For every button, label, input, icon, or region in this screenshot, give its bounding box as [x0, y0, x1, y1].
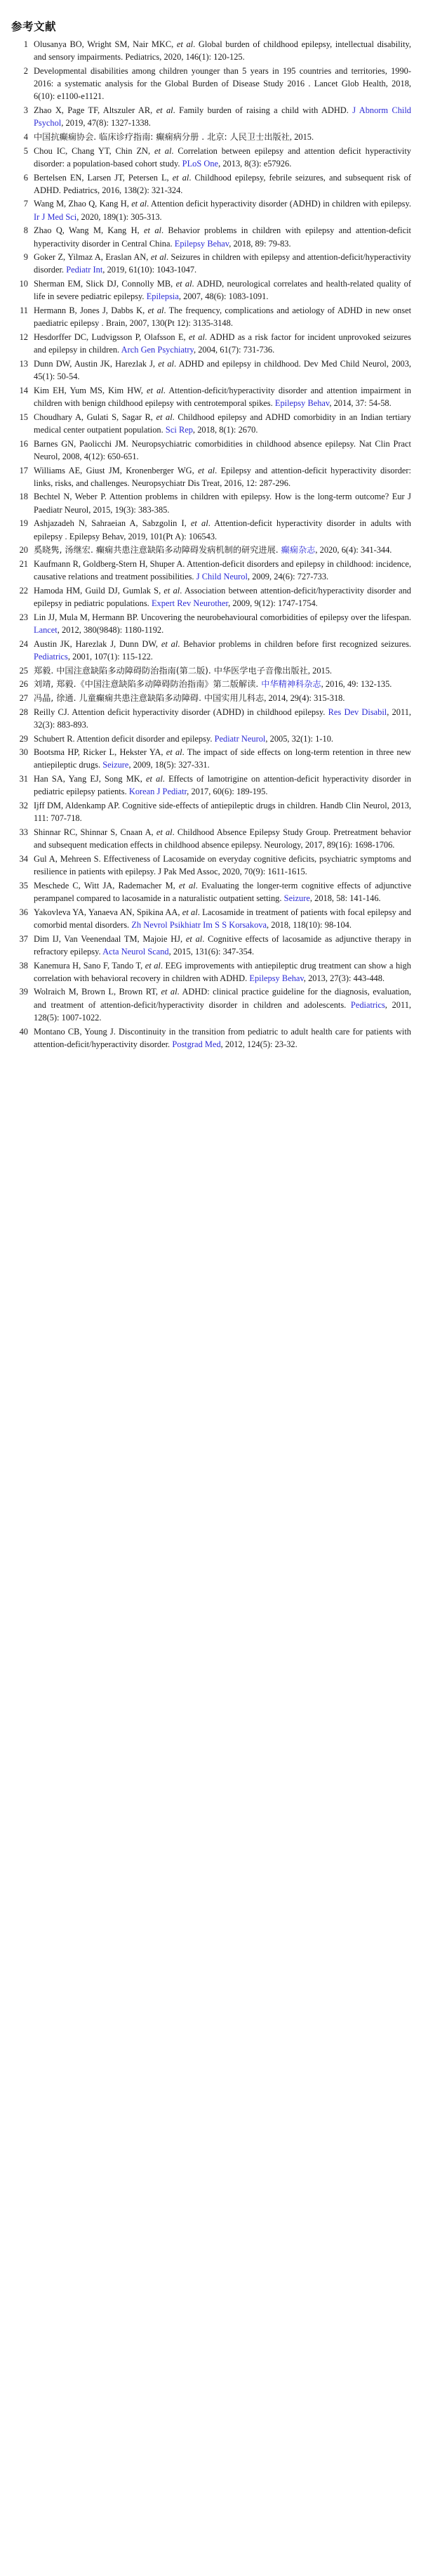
journal-link[interactable]: Zh Nevrol Psikhiatr Im S S Korsakova: [131, 919, 267, 930]
et-al-italic: et al: [161, 987, 178, 997]
reference-text: [34, 1025, 411, 1051]
reference-number: 8: [23, 225, 28, 236]
reference-text-segment: , 2014, 37: 54-58.: [329, 397, 392, 408]
reference-item: [10, 558, 411, 583]
reference-item: [10, 611, 411, 636]
reference-text-segment: Meschede C, Witt JA, Rademacher M,: [34, 880, 179, 891]
et-al-italic: et al: [156, 105, 173, 116]
reference-text-segment: . Lacosamide in treatment of patients with focal epilepsy and comorbid mental disorders.: [34, 907, 411, 930]
reference-number: 22: [19, 585, 28, 596]
reference-text: [34, 959, 411, 985]
reference-number: 18: [19, 492, 28, 502]
reference-number: 11: [20, 305, 28, 316]
reference-text-segment: Montano CB, Young J. Discontinuity in the transition from pediatric to adult health care for patients with attention-deficit/hyperactivity disorder.: [34, 1026, 411, 1049]
reference-text-segment: Ashjazadeh N, Sahraeian A, Sabzgolin I,: [34, 518, 191, 529]
reference-text-segment: . Childhood epilepsy and ADHD comorbidity in an Indian tertiary medical center outpatient population.: [34, 412, 411, 435]
et-al-italic: et al: [131, 199, 147, 209]
reference-text-segment: Developmental disabilities among children younger than 5 years in 195 countries and territories, 1990-2016: a systematic analysis for the Global Burden of Disease Study 2016 . Lancet Glob Health, 2018, 6(10): e1100-e1121.: [34, 65, 411, 102]
journal-link[interactable]: Ir J Med Sci: [34, 211, 77, 222]
reference-text: [34, 38, 411, 63]
reference-text-segment: , 2009, 9(12): 1747-1754.: [228, 598, 318, 609]
journal-link[interactable]: J Child Neurol: [196, 572, 248, 582]
journal-link[interactable]: Pediatr Int: [66, 265, 103, 275]
reference-item: [10, 38, 411, 63]
reference-text: [34, 906, 411, 931]
reference-number: 17: [19, 465, 28, 475]
reference-item: [10, 304, 411, 329]
reference-text-segment: . Behavior problems in children before first recognized seizures.: [178, 638, 411, 649]
reference-text-segment: . Attention deficit hyperactivity disorder (ADHD) in children with epilepsy.: [147, 199, 411, 209]
reference-text-segment: . Effects of lamotrigine on attention-deficit hyperactivity disorder in pediatric epilepsy patients.: [34, 774, 411, 797]
reference-number: 25: [19, 665, 28, 676]
reference-item: [10, 773, 411, 798]
reference-number: 39: [19, 987, 28, 997]
reference-text-segment: Williams AE, Giust JM, Kronenberger WG,: [34, 465, 199, 475]
reference-text-segment: . Family burden of raising a child with ADHD.: [173, 105, 353, 116]
reference-text-segment: . Attention-deficit hyperactivity disorder in adults with epilepsy . Epilepsy Behav, 2019, 101(Pt A): 106543.: [34, 518, 411, 541]
reference-text: [34, 145, 411, 170]
reference-text-segment: , 2013, 27(3): 443-448.: [303, 973, 385, 983]
reference-text-segment: Hamoda HM, Guild DJ, Gumlak S,: [34, 585, 164, 596]
reference-item: [10, 1025, 411, 1051]
reference-text-segment: , 2020, 189(1): 305-313.: [76, 211, 162, 222]
reference-item: [10, 490, 411, 515]
reference-item: [10, 584, 411, 610]
reference-text-segment: , 2012, 380(9848): 1180-1192.: [57, 624, 164, 635]
reference-text-cjk: 郑毅. 中国注意缺陷多动障碍防治指南(第二版). 中华医学电子音像出版社: [34, 665, 308, 676]
reference-item: [10, 678, 411, 690]
reference-text-segment: . Correlation between epilepsy and attention deficit hyperactivity disorder: a population-based cohort study.: [34, 145, 411, 169]
reference-number: 35: [19, 880, 28, 891]
reference-text-segment: . Evaluating the longer-term cognitive effects of adjunctive perampanel compared to lacosamide in a naturalistic outpatient setting.: [34, 880, 411, 903]
reference-number: 36: [19, 907, 28, 917]
et-al-italic: et al: [156, 412, 173, 422]
reference-text-segment: , 2004, 61(7): 731-736.: [193, 345, 275, 355]
reference-text-segment: , 2018, 58: 141-146.: [309, 893, 381, 903]
reference-number: 31: [19, 774, 28, 784]
reference-number: 5: [23, 145, 28, 156]
reference-number: 13: [19, 358, 28, 369]
journal-link[interactable]: Epilepsy Behav: [249, 973, 304, 983]
reference-text-segment: , 2017, 60(6): 189-195.: [187, 787, 268, 797]
reference-text-segment: . Childhood epilepsy, febrile seizures, and subsequent risk of ADHD. Pediatrics, 2016, 138(2): 321-324.: [34, 172, 412, 195]
reference-text-segment: , 2015.: [289, 131, 314, 142]
reference-number: 15: [19, 412, 28, 422]
reference-text-segment: . EEG improvements with antiepileptic drug treatment can show a high correlation with behavioral recovery in children with ADHD.: [34, 960, 411, 983]
reference-text-cjk: 刘靖, 郑毅.《中国注意缺陷多动障碍防治指南》第二版解读.: [34, 679, 262, 690]
reference-number: 20: [19, 545, 28, 556]
reference-item: [10, 544, 411, 556]
journal-link[interactable]: Epilepsia: [146, 291, 179, 302]
reference-text-segment: . The frequency, complications and aetiology of ADHD in new onset paediatric epilepsy . Brain, 2007, 130(Pt 12): 3135-3148.: [34, 305, 412, 329]
reference-text: [34, 638, 411, 663]
reference-text-segment: Han SA, Yang EJ, Song MK,: [34, 774, 146, 784]
journal-link[interactable]: Sci Rep: [165, 424, 193, 435]
et-al-italic: et al: [163, 585, 180, 596]
reference-text-segment: Olusanya BO, Wright SM, Nair MKC,: [34, 39, 177, 49]
reference-text: [34, 706, 411, 731]
reference-number: 23: [19, 612, 28, 622]
reference-number: 9: [23, 252, 28, 263]
reference-number: 33: [19, 827, 28, 837]
reference-text-segment: Hesdorffer DC, Ludvigsson P, Olafsson E,: [34, 331, 189, 342]
reference-text-segment: . Childhood Absence Epilepsy Study Group. Pretreatment behavior and subsequent medication effects in childhood absence epilepsy. Neurology, 2017, 89(16): 1698-1706.: [34, 827, 411, 850]
reference-text: [34, 692, 411, 704]
reference-text-segment: , 2015, 131(6): 347-354.: [168, 946, 255, 957]
journal-link[interactable]: Expert Rev Neurother: [151, 598, 229, 609]
reference-text-segment: , 2009, 18(5): 327-331.: [128, 760, 210, 770]
reference-text-segment: Austin JK, Harezlak J, Dunn DW,: [34, 638, 161, 649]
reference-item: [10, 799, 411, 824]
reference-number: 16: [19, 438, 28, 449]
reference-item: [10, 197, 411, 223]
reference-text-segment: Bertelsen EN, Larsen JT, Petersen L,: [34, 172, 173, 183]
et-al-italic: et al: [147, 305, 164, 316]
reference-text-segment: . Behavior problems in children with epilepsy and attention-deficit hyperactivity disorder in Central China.: [34, 225, 411, 249]
journal-link[interactable]: Lancet: [34, 624, 58, 635]
journal-link[interactable]: Epilepsy Behav: [274, 397, 330, 408]
reference-text-segment: Zhao X, Page TF, Altszuler AR,: [34, 105, 156, 116]
et-al-italic: et al: [185, 933, 203, 944]
reference-item: [10, 438, 411, 463]
journal-link[interactable]: Pediatr Neurol: [214, 733, 266, 744]
reference-text-segment: Chou IC, Chang YT, Chin ZN,: [34, 145, 154, 156]
reference-text: [34, 517, 411, 542]
reference-number: 38: [19, 960, 28, 971]
reference-text-segment: , 2012, 124(5): 23-32.: [220, 1039, 298, 1049]
reference-text: [34, 438, 411, 463]
reference-text-segment: , 2015.: [307, 665, 333, 676]
reference-item: [10, 853, 411, 878]
reference-text: [34, 304, 411, 329]
reference-text-segment: , 2018, 8(1): 2670.: [192, 424, 258, 435]
journal-link[interactable]: Res Dev Disabil: [328, 707, 387, 717]
reference-text-segment: . Cognitive effects of lacosamide as adjunctive therapy in refractory epilepsy.: [34, 933, 411, 957]
et-al-italic: et al: [144, 225, 161, 236]
reference-text: [34, 664, 411, 677]
reference-item: [10, 171, 411, 197]
et-al-italic: et al: [158, 358, 175, 369]
et-al-italic: et al: [161, 638, 178, 649]
reference-text-segment: Choudhary A, Gulati S, Sagar R,: [34, 412, 156, 422]
journal-link[interactable]: 癫痫杂志: [281, 545, 316, 556]
reference-text-segment: Bootsma HP, Ricker L, Hekster YA,: [34, 747, 166, 758]
reference-item: [10, 879, 411, 905]
reference-text-cjk: 奚晓隽, 汤继宏. 癫痫共患注意缺陷多动障碍发病机制的研究进展.: [34, 545, 281, 556]
reference-text: [34, 331, 411, 356]
reference-text-segment: Shinnar RC, Shinnar S, Cnaan A,: [34, 827, 156, 837]
reference-text-segment: Yakovleva YA, Yanaeva AN, Spikina AA,: [34, 907, 182, 917]
reference-text-segment: Lin JJ, Mula M, Hermann BP. Uncovering the neurobehavioural comorbidities of epilepsy over the lifespan.: [34, 612, 411, 622]
reference-text: [34, 411, 411, 436]
reference-text: [34, 131, 411, 143]
et-al-italic: et al: [198, 465, 215, 475]
journal-link[interactable]: Korean J Pediatr: [128, 787, 187, 797]
journal-link[interactable]: Arch Gen Psychiatry: [121, 345, 194, 355]
reference-text-segment: . ADHD, neurological correlates and health-related quality of life in severe pediatric epilepsy.: [34, 279, 412, 302]
et-al-italic: et al: [182, 907, 198, 917]
reference-text-segment: Zhao Q, Wang M, Kang H,: [34, 225, 145, 236]
reference-text-cjk: 冯晶, 徐通. 儿童癫痫共患注意缺陷多动障碍. 中国实用儿科志: [34, 692, 265, 703]
reference-text-segment: Kaufmann R, Goldberg-Stern H, Shuper A. Attention-deficit disorders and epilepsy in childhood: incidence, causative relations and treatment possibilities.: [34, 558, 411, 582]
reference-text: [34, 384, 411, 409]
et-al-italic: et al: [154, 145, 172, 156]
reference-item: [10, 384, 411, 409]
reference-text-segment: , 2011, 128(5): 1007-1022.: [34, 999, 411, 1023]
reference-item: [10, 746, 411, 771]
et-al-italic: et al: [190, 518, 208, 529]
reference-text: [34, 558, 411, 583]
reference-text-segment: Bechtel N, Weber P. Attention problems in children with epilepsy. How is the long-term outcome? Eur J Paediatr Neurol, 2015, 19(3): 383-385.: [34, 492, 411, 515]
reference-text: [34, 197, 411, 223]
reference-item: [10, 131, 411, 143]
reference-number: 1: [23, 39, 28, 49]
reference-text-segment: Hermann B, Jones J, Dabbs K,: [34, 305, 148, 316]
et-al-italic: et al: [150, 252, 166, 263]
reference-text: [34, 985, 411, 1024]
reference-item: [10, 104, 411, 129]
reference-item: [10, 706, 411, 731]
et-al-italic: et al: [176, 39, 194, 49]
reference-number: 4: [23, 131, 28, 142]
reference-text-segment: Kim EH, Yum MS, Kim HW,: [34, 385, 147, 395]
reference-text-segment: . Seizures in children with epilepsy and attention-deficit/hyperactivity disorder.: [34, 252, 411, 275]
journal-link[interactable]: Seizure: [283, 893, 310, 903]
reference-text-segment: . ADHD as a risk factor for incident unprovoked seizures and epilepsy in children.: [34, 331, 411, 355]
et-al-italic: et al: [156, 827, 173, 837]
reference-text-segment: , 2013, 8(3): e57926.: [218, 158, 292, 169]
reference-text: [34, 464, 411, 489]
reference-text-segment: Goker Z, Yilmaz A, Eraslan AN,: [34, 252, 151, 263]
reference-text: [34, 746, 411, 771]
reference-number: 12: [19, 331, 28, 342]
reference-text-segment: , 2005, 32(1): 1-10.: [265, 733, 334, 744]
reference-text-segment: , 2001, 107(1): 115-122.: [67, 651, 153, 662]
reference-item: [10, 331, 411, 356]
journal-link[interactable]: Seizure: [102, 760, 129, 770]
reference-text: [34, 678, 411, 690]
reference-number: 7: [23, 199, 28, 209]
reference-number: 3: [23, 105, 28, 116]
journal-link[interactable]: PLoS One: [182, 158, 219, 169]
journal-link[interactable]: Postgrad Med: [172, 1039, 221, 1049]
reference-text-segment: , 2014, 29(4): 315-318.: [264, 692, 345, 703]
reference-number: 19: [19, 518, 28, 529]
reference-list: [10, 38, 411, 1051]
journal-link[interactable]: Pediatrics: [34, 651, 68, 662]
reference-text-segment: . Attention-deficit/hyperactivity disorder and attention impairment in children with benign childhood epilepsy with centrotemporal spikes.: [34, 385, 411, 408]
reference-item: [10, 464, 411, 489]
page-title: 参考文献: [11, 20, 57, 33]
reference-text: [34, 826, 411, 851]
reference-page: [0, 0, 421, 1058]
reference-text-segment: . Global burden of childhood epilepsy, intellectual disability, and sensory impairments. Pediatrics, 2020, 146(1): 120-125.: [34, 39, 411, 63]
reference-number: 34: [19, 853, 28, 864]
et-al-italic: et al: [172, 172, 189, 183]
reference-text: [34, 773, 411, 798]
reference-item: [10, 732, 411, 745]
reference-item: [10, 933, 411, 958]
reference-number: 28: [19, 707, 28, 717]
reference-number: 40: [19, 1026, 28, 1037]
reference-text-segment: , 2007, 48(6): 1083-1091.: [178, 291, 269, 302]
reference-item: [10, 906, 411, 931]
reference-text-segment: Gul A, Mehreen S. Effectiveness of Lacosamide on everyday cognitive deficits, psychiatric symptoms and resilience in patients with epilepsy. J Pak Med Assoc, 2020, 70(9): 1611-1615.: [34, 853, 411, 877]
reference-text: [34, 544, 411, 556]
reference-item: [10, 692, 411, 704]
reference-item: [10, 664, 411, 677]
reference-number: 6: [23, 172, 28, 183]
et-al-italic: et al: [188, 331, 205, 342]
reference-text-segment: , 2009, 24(6): 727-733.: [247, 572, 329, 582]
reference-item: [10, 826, 411, 851]
reference-text-segment: Ijff DM, Aldenkamp AP. Cognitive side-effects of antiepileptic drugs in children. Handb Clin Neurol, 2013, 111: 707-718.: [34, 801, 411, 824]
reference-item: [10, 224, 411, 249]
reference-text: [34, 251, 411, 276]
reference-text: [34, 171, 411, 197]
reference-item: [10, 145, 411, 170]
reference-text: [34, 879, 411, 905]
reference-text: [34, 277, 411, 303]
reference-item: [10, 411, 411, 436]
reference-text-segment: Wolraich M, Brown L, Brown RT,: [34, 987, 161, 997]
reference-text-segment: . ADHD: clinical practice guideline for the diagnosis, evaluation, and treatment of attention-deficit/hyperactivity disorder in children and adolescents.: [34, 987, 411, 1010]
reference-item: [10, 638, 411, 663]
reference-text-segment: . ADHD and epilepsy in childhood. Dev Med Child Neurol, 2003, 45(1): 50-54.: [34, 358, 412, 382]
reference-text: [34, 490, 411, 515]
reference-text-segment: , 2019, 47(8): 1327-1338.: [61, 118, 151, 129]
reference-item: [10, 251, 411, 276]
reference-text: [34, 611, 411, 636]
reference-text-segment: , 2011, 32(3): 883-893.: [34, 707, 411, 730]
et-al-italic: et al: [145, 960, 161, 971]
reference-text-segment: Reilly CJ. Attention deficit hyperactivity disorder (ADHD) in childhood epilepsy.: [34, 707, 328, 717]
reference-text: [34, 65, 411, 103]
reference-text-segment: . The impact of side effects on long-term retention in three new antiepileptic drugs.: [34, 747, 411, 770]
reference-item: [10, 357, 411, 383]
reference-item: [10, 277, 411, 303]
reference-text-segment: Barnes GN, Paolicchi JM. Neuropsychiatric comorbidities in childhood absence epilepsy. Nat Clin Pract Neurol, 2008, 4(12): 650-651.: [34, 438, 411, 461]
reference-text: [34, 224, 411, 249]
reference-number: 14: [19, 385, 28, 395]
reference-item: [10, 517, 411, 542]
reference-text-segment: , 2019, 61(10): 1043-1047.: [102, 265, 197, 275]
reference-text: [34, 853, 411, 878]
reference-text-segment: Dunn DW, Austin JK, Harezlak J,: [34, 358, 159, 369]
reference-text-segment: . Association between attention-deficit/hyperactivity disorder and epilepsy in pediatric populations.: [34, 585, 411, 609]
reference-number: 2: [23, 65, 28, 76]
journal-link[interactable]: J Abnorm Child Psychol: [34, 105, 411, 129]
reference-text: [34, 584, 411, 610]
reference-item: [10, 985, 411, 1024]
journal-link[interactable]: Acta Neurol Scand: [102, 946, 169, 957]
reference-number: 37: [19, 933, 28, 944]
reference-text-segment: Kanemura H, Sano F, Tando T,: [34, 960, 145, 971]
reference-text-segment: , 2018, 89: 79-83.: [229, 238, 291, 249]
reference-text: [34, 357, 411, 383]
et-al-italic: et al: [178, 880, 196, 891]
reference-text: [34, 799, 411, 824]
reference-text-cjk: 中国抗癫痫协会. 临床诊疗指南: 癫痫病分册 . 北京: 人民卫士出版社: [34, 131, 290, 142]
journal-link[interactable]: 中华精神科杂志: [261, 679, 321, 690]
et-al-italic: et al: [175, 279, 192, 289]
reference-item: [10, 959, 411, 985]
reference-text-segment: , 2016, 49: 132-135.: [321, 679, 392, 690]
reference-text-segment: Dim IJ, Van Veenendaal TM, Majoie HJ,: [34, 933, 186, 944]
reference-item: [10, 65, 411, 103]
reference-text-segment: Wang M, Zhao Q, Kang H,: [34, 199, 132, 209]
reference-number: 26: [19, 679, 28, 690]
reference-text-segment: , 2020, 6(4): 341-344.: [315, 545, 392, 556]
et-al-italic: et al: [147, 385, 163, 395]
journal-link[interactable]: Pediatrics: [350, 999, 385, 1010]
reference-text-segment: , 2018, 118(10): 98-104.: [266, 919, 352, 930]
reference-text-segment: . Epilepsy and attention-deficit hyperactivity disorder: links, risks, and challenges. Neuropsychiatr Dis Treat, 2016, 12: 287-296.: [34, 465, 411, 488]
reference-number: 24: [19, 638, 28, 649]
et-al-italic: et al: [166, 747, 182, 758]
reference-number: 27: [19, 692, 28, 703]
reference-number: 10: [19, 279, 28, 289]
et-al-italic: et al: [146, 774, 163, 784]
reference-text: [34, 732, 411, 745]
reference-number: 29: [19, 733, 28, 744]
reference-number: 30: [19, 747, 28, 758]
reference-text: [34, 104, 411, 129]
reference-number: 21: [19, 558, 28, 569]
reference-text-segment: Schubert R. Attention deficit disorder and epilepsy.: [34, 733, 215, 744]
journal-link[interactable]: Epilepsy Behav: [174, 238, 229, 249]
reference-text: [34, 933, 411, 958]
reference-number: 32: [19, 801, 28, 811]
reference-text-segment: Sherman EM, Slick DJ, Connolly MB,: [34, 279, 176, 289]
